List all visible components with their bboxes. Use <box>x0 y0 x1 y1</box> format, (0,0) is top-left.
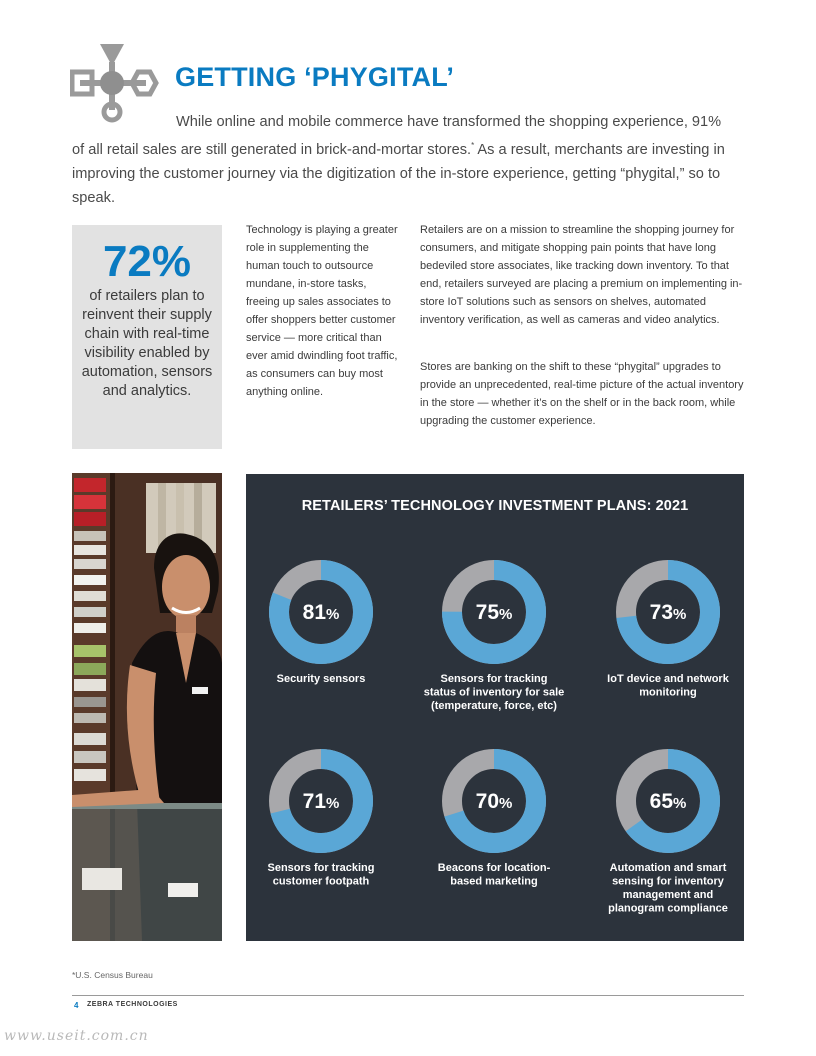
page-title: GETTING ‘PHYGITAL’ <box>175 62 455 92</box>
body-column-middle: Technology is playing a greater role in supplementing the human touch to outsource mundane, in-store tasks, freeing up sales associates to offer shoppers better customer service — more critical than ever amid dwindling foot traffic, as consumers can buy most anything online. <box>246 224 398 398</box>
donut-percent-label: 70% <box>475 790 513 813</box>
intro-text-rest: As a result, merchants are investing in improving the customer journey via the digitization of the in-store experience, getting “phygital,” so to speak. <box>72 141 725 206</box>
donut-percent-label: 71% <box>302 790 340 813</box>
intro-footnote-marker: * <box>471 141 475 150</box>
retail-associate-photo <box>72 473 222 941</box>
donut-chart-1 <box>277 570 366 685</box>
donut-category-label: Sensors for tracking status of inventory for sale (temperature, force, etc) <box>423 673 565 712</box>
page-number: 4 <box>74 1001 79 1010</box>
chart-title: RETAILERS’ TECHNOLOGY INVESTMENT PLANS: 2021 <box>301 498 689 514</box>
donut-chart-4 <box>268 759 375 888</box>
donut-chart-5 <box>438 759 551 888</box>
watermark: www.useit.com.cn <box>4 1028 149 1044</box>
donut-category-label: Beacons for location-based marketing <box>437 862 551 888</box>
donut-chart-2 <box>424 570 565 712</box>
donut-percent-label: 65% <box>649 790 687 813</box>
donut-percent-label: 81% <box>302 601 340 624</box>
stat-caption: of retailers plan to reinvent their supply chain with real-time visibility enabled by automation, sensors and analytics. <box>81 288 213 399</box>
intro-text: While online and mobile commerce have transformed the shopping experience, 91% of all retail sales are still generated in brick-and-mortar stores. <box>72 114 722 158</box>
donut-category-label: IoT device and network monitoring <box>607 673 729 699</box>
donut-category-label: Automation and smart sensing for inventory management and planogram compliance <box>608 862 728 915</box>
footnote: *U.S. Census Bureau <box>72 970 153 980</box>
donut-charts <box>246 474 744 941</box>
investment-plans-infographic <box>246 474 744 941</box>
donut-chart-6 <box>608 759 728 915</box>
donut-percent-label: 75% <box>475 601 513 624</box>
body-column-right-paragraph-1: Retailers are on a mission to streamline the shopping journey for consumers, and mitigate shopping pain points that have long bedeviled store associates, like tracking down inventory. To that end, retailers surveyed are placing a premium on implementing in-store IoT solutions such as sensors on shelves, automated inventory verification, as well as cameras and video analytics. <box>420 224 743 326</box>
footer-divider <box>72 995 744 996</box>
intro-paragraph <box>72 110 732 210</box>
body-column-right-paragraph-2: Stores are banking on the shift to these “phygital” upgrades to provide an unprecedented, real-time picture of the actual inventory in the store — whether it’s on the shelf or in the back room, while upgrading the customer experience. <box>420 361 744 427</box>
stat-value: 72% <box>102 237 192 286</box>
donut-chart-3 <box>607 570 730 699</box>
company-name: ZEBRA TECHNOLOGIES <box>87 1001 178 1008</box>
donut-category-label: Sensors for tracking customer footpath <box>267 862 375 888</box>
stat-callout <box>72 225 222 449</box>
donut-category-label: Security sensors <box>276 673 366 685</box>
donut-percent-label: 73% <box>649 601 687 624</box>
